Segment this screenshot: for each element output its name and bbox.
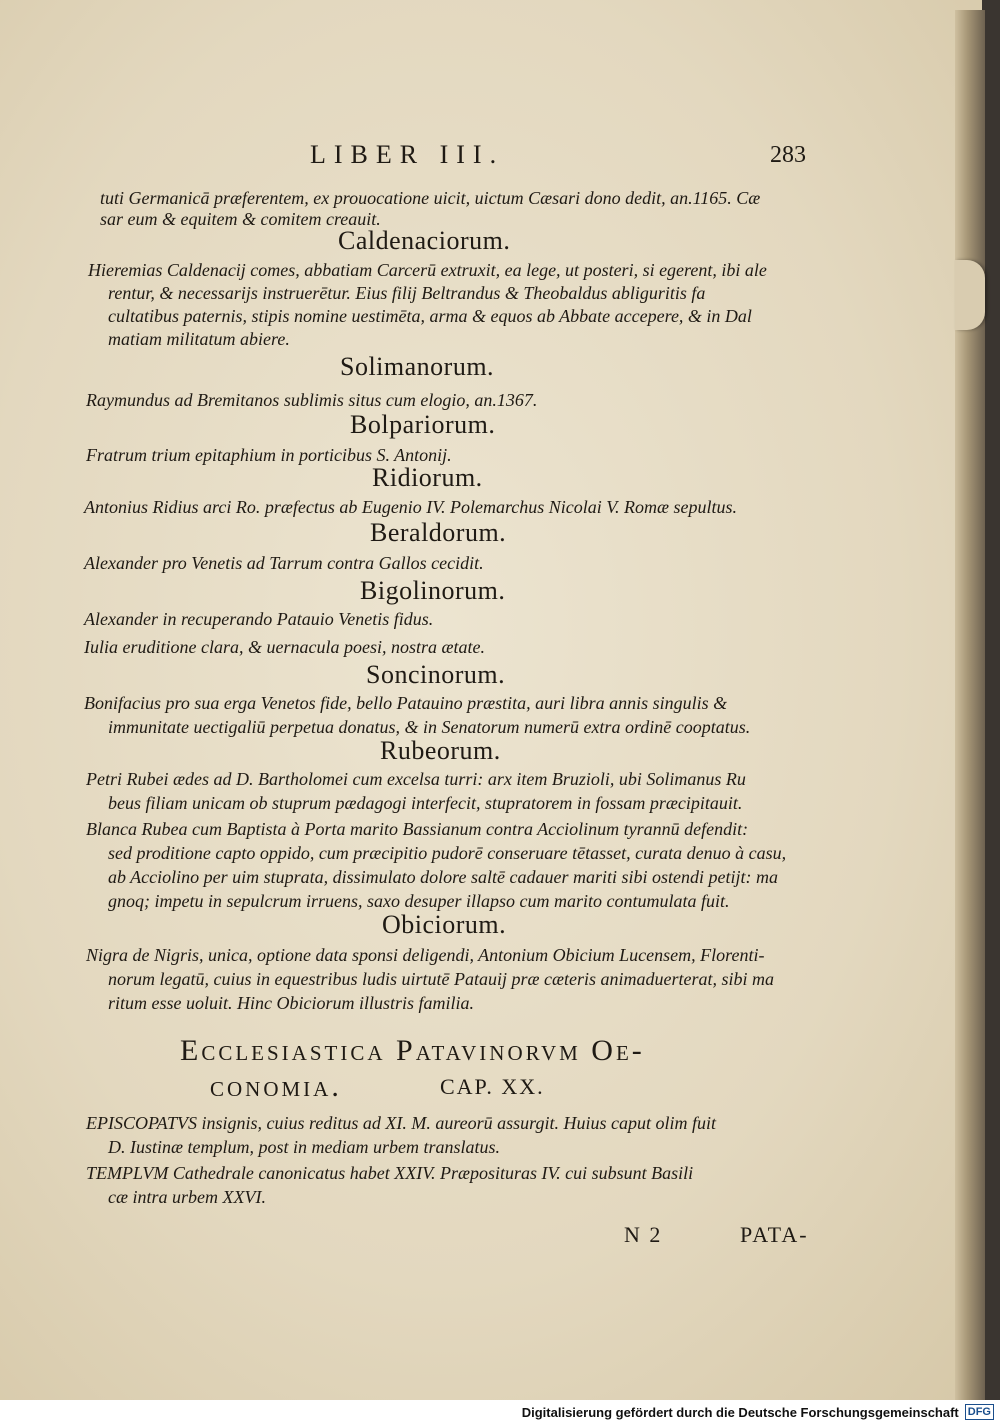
text-line: gnoq; impetu in sepulcrum irruens, saxo desuper illapso cum marito contumulata fuit. xyxy=(108,891,730,911)
text-line: Nigra de Nigris, unica, optione data sponsi deligendi, Antonium Obicium Lucensem, Florenti- xyxy=(86,945,765,965)
text-line: ab Acciolino per uim stuprata, dissimulato dolore saltē cadauer mariti sibi ostendi petijt: ma xyxy=(108,867,778,887)
text-line: Raymundus ad Bremitanos sublimis situs cum elogio, an.1367. xyxy=(86,390,538,410)
section-heading: Caldenaciorum. xyxy=(338,226,511,255)
running-head: LIBER III. xyxy=(310,140,505,169)
footer-text: Digitalisierung gefördert durch die Deutsche Forschungsgemeinschaft xyxy=(521,1404,959,1420)
text-line: matiam militatum abiere. xyxy=(108,329,290,349)
text-line: sed proditione capto oppido, cum præcipitio pudorē conseruare tētasset, curata denuo à casu, xyxy=(108,843,787,863)
text-line: sar eum & equitem & comitem creauit. xyxy=(100,209,381,229)
section-heading: Beraldorum. xyxy=(370,518,507,547)
section-heading: Rubeorum. xyxy=(380,736,501,765)
text-line: Hieremias Caldenacij comes, abbatiam Carcerū extruxit, ea lege, ut posteri, si egerent, ibi ale xyxy=(88,260,767,280)
chapter-number: CAP. XX. xyxy=(440,1074,545,1099)
text-line: rentur, & necessarijs instruerētur. Eius filij Beltrandus & Theobaldus abliguritis fa xyxy=(108,283,706,303)
signature-mark: N 2 xyxy=(624,1222,663,1247)
section-heading: Soncinorum. xyxy=(366,660,506,689)
text-line: D. Iustinæ templum, post in mediam urbem translatus. xyxy=(108,1137,501,1157)
page-edge xyxy=(955,10,985,1400)
page-tab xyxy=(955,260,985,330)
chapter-title-cont: conomia. xyxy=(210,1070,342,1103)
text-line: norum legatū, cuius in equestribus ludis uirtutē Patauij præ cæteris animaduerterat, sibi ma xyxy=(108,969,774,989)
section-heading: Bigolinorum. xyxy=(360,576,506,605)
section-heading: Bolpariorum. xyxy=(350,410,496,439)
text-line: Iulia eruditione clara, & uernacula poesi, nostra ætate. xyxy=(84,637,485,657)
text-line: ritum esse uoluit. Hinc Obiciorum illustris familia. xyxy=(108,993,475,1013)
text-line: tuti Germanicā præferentem, ex prouocatione uicit, uictum Cæsari dono dedit, an.1165. Cæ xyxy=(100,188,761,208)
text-line: Antonius Ridius arci Ro. præfectus ab Eugenio IV. Polemarchus Nicolai V. Romæ sepultus. xyxy=(84,497,737,517)
section-heading: Ridiorum. xyxy=(372,463,483,492)
section-heading: Solimanorum. xyxy=(340,352,495,381)
text-line: cultatibus paternis, stipis nomine uestimēta, arma & equos ab Abbate accepere, & in Dal xyxy=(108,306,752,326)
chapter-title: Ecclesiastica Patavinorvm Oe- xyxy=(180,1034,645,1067)
text-line: Alexander in recuperando Patauio Venetis fidus. xyxy=(84,609,434,629)
dfg-logo: DFG xyxy=(965,1404,994,1420)
text-line: immunitate uectigaliū perpetua donatus, & in Senatorum numerū extra ordinē cooptatus. xyxy=(108,717,751,737)
text-line: Alexander pro Venetis ad Tarrum contra Gallos cecidit. xyxy=(84,553,484,573)
text-line: Fratrum trium epitaphium in porticibus S. Antonij. xyxy=(86,445,452,465)
text-line: EPISCOPATVS insignis, cuius reditus ad XI. M. aureorū assurgit. Huius caput olim fuit xyxy=(86,1113,716,1133)
catchword: PATA- xyxy=(740,1222,809,1247)
text-line: Bonifacius pro sua erga Venetos fide, bello Patauino præstita, auri libra annis singulis & xyxy=(84,693,728,713)
text-line: cæ intra urbem XXVI. xyxy=(108,1187,266,1207)
page-number: 283 xyxy=(770,142,806,168)
text-line: TEMPLVM Cathedrale canonicatus habet XXIV. Præposituras IV. cui subsunt Basili xyxy=(86,1163,694,1183)
text-line: beus filiam unicam ob stuprum pædagogi interfecit, stupratorem in fossam præcipitauit. xyxy=(108,793,743,813)
text-line: Petri Rubei ædes ad D. Bartholomei cum excelsa turri: arx item Bruzioli, ubi Solimanus Ru xyxy=(86,769,746,789)
digitization-footer xyxy=(0,1400,1000,1424)
section-heading: Obiciorum. xyxy=(382,910,507,939)
text-line: Blanca Rubea cum Baptista à Porta marito Bassianum contra Acciolinum tyrannū defendit: xyxy=(86,819,749,839)
